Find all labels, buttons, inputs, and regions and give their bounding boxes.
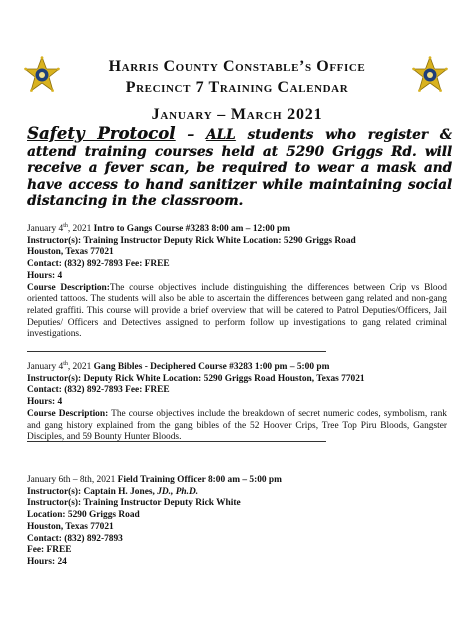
- course-gang-bibles: [27, 362, 447, 444]
- section-divider: [27, 441, 326, 442]
- safety-text: students who register & attend training courses held at 5290 Griggs Rd. will receive a fever scan, be required to wear a mask and have access to hand sanitizer while maintaining social distancing in the classroom.: [27, 127, 452, 209]
- course-instructor-credentials: JD., Ph.D.: [157, 486, 199, 497]
- course-date-year: , 2021: [67, 362, 94, 372]
- safety-all: ALL: [205, 127, 236, 143]
- course-hours: Hours: 4: [27, 397, 63, 408]
- course-contact: Contact: (832) 892-7893: [27, 533, 123, 544]
- course-description-label: Course Description:: [27, 282, 110, 293]
- safety-protocol: [27, 126, 452, 210]
- safety-lead: Safety Protocol: [27, 124, 176, 143]
- course-date-suffix: th: [63, 222, 68, 229]
- safety-dash: –: [175, 127, 206, 143]
- course-location: Location: 5290 Griggs Road: [27, 510, 140, 521]
- course-city: Houston, Texas 77021: [27, 247, 114, 258]
- course-date: January 6th – 8th, 2021: [27, 475, 118, 485]
- course-description: The course objectives include distinguishing the differences between Crip vs Blood oriented tattoos. The students will also be able to ascertain the differences between gang related and non-gang related graffiti. This course will provide a brief overview that will be catered to Patrol Deputies/Officers, Jail Deputies/ Officers and Detectives assigned to perform follow up investigations to gang related criminal investigations.: [27, 282, 447, 340]
- course-date: January 4: [27, 362, 64, 372]
- course-hours: Hours: 24: [27, 556, 67, 567]
- course-contact: Contact: (832) 892-7893 Fee: FREE: [27, 259, 170, 270]
- course-contact: Contact: (832) 892-7893 Fee: FREE: [27, 385, 170, 396]
- course-instructor-label: Instructor(s): Captain H. Jones,: [27, 486, 158, 497]
- course-date: January 4: [27, 224, 64, 234]
- office-title: Harris County Constable’s Office: [108, 58, 366, 75]
- course-intro-to-gangs: [27, 224, 447, 341]
- course-instructors: Instructor(s): Training Instructor Deputy Rick White Location: 5290 Griggs Road: [27, 235, 356, 246]
- course-description-label: Course Description:: [27, 408, 109, 419]
- section-divider: [27, 351, 326, 352]
- course-instructors-2: Instructor(s): Training Instructor Deputy Rick White: [27, 498, 241, 509]
- course-title: Field Training Officer 8:00 am – 5:00 pm: [117, 475, 282, 485]
- constable-badge-icon: [22, 56, 62, 96]
- course-field-training-officer: [27, 475, 447, 569]
- date-range: January – March 2021: [151, 106, 323, 123]
- course-title: Intro to Gangs Course #3283 8:00 am – 12:00 pm: [93, 224, 291, 234]
- calendar-title: Precinct 7 Training Calendar: [125, 79, 349, 96]
- course-fee: Fee: FREE: [27, 545, 72, 556]
- course-date-suffix: th: [63, 360, 68, 367]
- course-city: Houston, Texas 77021: [27, 521, 114, 532]
- course-date-year: , 2021: [67, 224, 94, 234]
- course-hours: Hours: 4: [27, 270, 63, 281]
- course-instructors: Instructor(s): Deputy Rick White Location: 5290 Griggs Road Houston, Texas 77021: [27, 373, 365, 384]
- course-title: Gang Bibles - Deciphered Course #3283 1:00 pm – 5:00 pm: [93, 362, 330, 372]
- constable-badge-icon: [410, 56, 450, 96]
- course-description: The course objectives include the breakdown of secret numeric codes, symbolism, rank and gang history explained from the gang bibles of the 52 Hoover Crips, Tree Top Piru Bloods, Gangster Disciples, and 59 Bounty Hunter Bloods.: [27, 408, 447, 443]
- header: [60, 56, 414, 124]
